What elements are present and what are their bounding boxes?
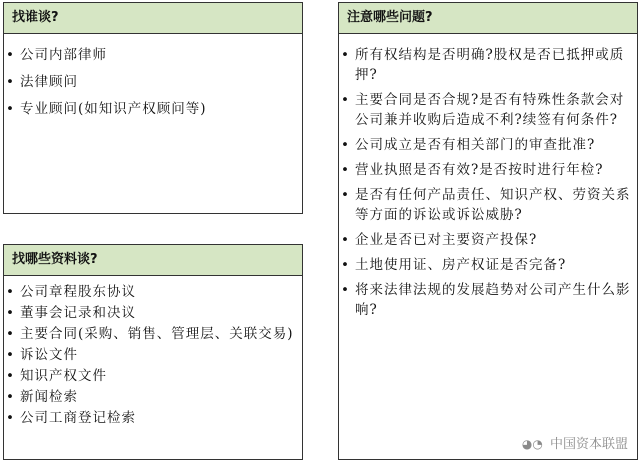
who-list	[4, 45, 302, 119]
list-item: • 新闻检索	[4, 387, 302, 407]
materials-list	[4, 282, 302, 428]
list-item: • 法律顾问	[4, 72, 302, 92]
who-title: 找谁谈?	[4, 3, 302, 34]
list-item: • 营业执照是否有效?是否按时进行年检?	[339, 160, 637, 180]
list-item: • 主要合同(采购、销售、管理层、关联交易)	[4, 324, 302, 344]
issues-title: 注意哪些问题?	[339, 3, 637, 34]
list-item: • 专业顾问(如知识产权顾问等)	[4, 99, 302, 119]
wechat-icon: ◕◔	[521, 437, 543, 451]
issues-panel	[338, 2, 638, 460]
list-item: • 公司内部律师	[4, 45, 302, 65]
list-item: • 公司工商登记检索	[4, 408, 302, 428]
list-item: • 土地使用证、房产权证是否完备?	[339, 255, 637, 275]
list-item: • 是否有任何产品责任、知识产权、劳资关系等方面的诉讼或诉讼威胁?	[339, 185, 637, 225]
list-item: • 将来法律法规的发展趋势对公司产生什么影响?	[339, 280, 637, 320]
materials-title: 找哪些资料谈?	[4, 245, 302, 276]
who-panel	[3, 2, 303, 214]
list-item: • 知识产权文件	[4, 366, 302, 386]
list-item: • 主要合同是否合规?是否有特殊性条款会对公司兼并收购后造成不利?续签有何条件?	[339, 90, 637, 130]
watermark	[522, 433, 628, 452]
list-item: • 公司章程股东协议	[4, 282, 302, 302]
list-item: • 公司成立是否有相关部门的审查批准?	[339, 135, 637, 155]
watermark-text: 中国资本联盟	[549, 437, 628, 452]
materials-panel	[3, 244, 303, 460]
list-item: • 诉讼文件	[4, 345, 302, 365]
list-item: • 所有权结构是否明确?股权是否已抵押或质押?	[339, 45, 637, 85]
issues-list	[339, 45, 637, 320]
list-item: • 董事会记录和决议	[4, 303, 302, 323]
list-item: • 企业是否已对主要资产投保?	[339, 230, 637, 250]
